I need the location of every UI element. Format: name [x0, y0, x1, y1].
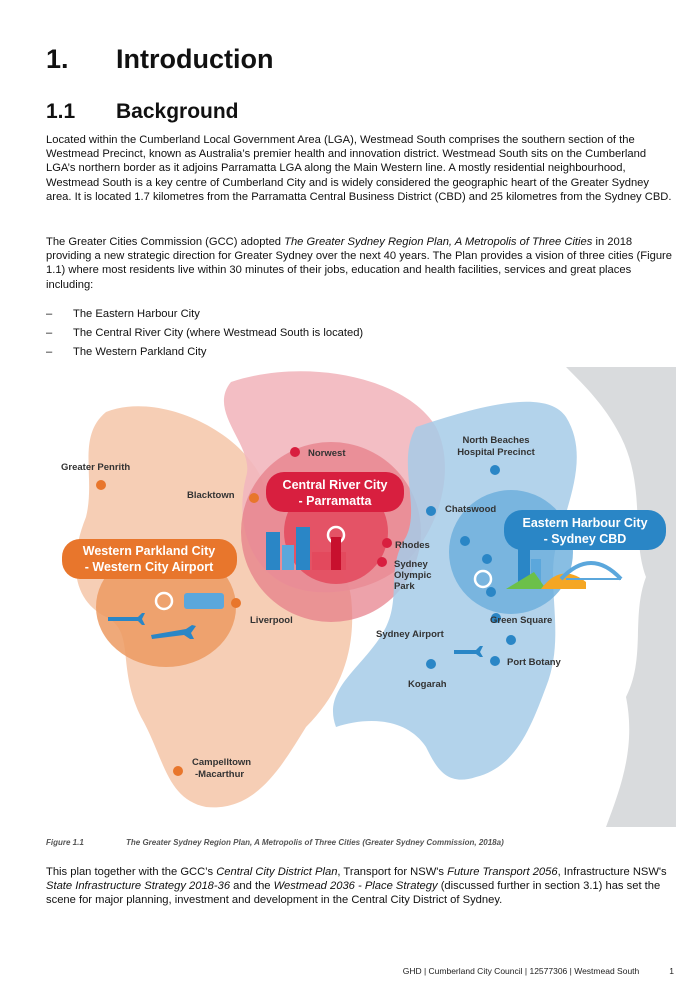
place-label-greater-penrith: Greater Penrith	[61, 462, 131, 473]
western-airport-buildings-icon	[184, 593, 224, 609]
page-number: 1	[669, 966, 674, 976]
section-number: 1.1	[46, 100, 76, 123]
chapter-heading	[46, 44, 273, 75]
place-label-green-square: Green Square	[490, 615, 553, 626]
figure-caption	[46, 838, 504, 847]
place-label-sydney-airport: Sydney Airport	[376, 629, 444, 640]
list-item: – The Eastern Harbour City	[46, 308, 200, 320]
section-title: Background	[116, 100, 239, 123]
place-label-sydney-olympic-park: Sydney	[394, 559, 428, 570]
place-label-liverpool: Liverpool	[250, 615, 293, 626]
background-paragraph-1: Located within the Cumberland Local Government Area (LGA), Westmead South comprises the southern section of the Westmead Precinct, known as Australia’s premier health and innovation district. Westmead South sits on the Cumberland LGA’s northern border as it adjoins Parramatta LGA along the Main Western line. A mostly residential neighbourhood, Westmead South is a key centre of Cumberland City and is widely considered the geographic heart of the Greater Sydney area. It is located 1.7 kilometres from the Parramatta Central Business District (CBD) and 25 kilometres from the Sydney CBD.	[46, 134, 672, 203]
place-label-blacktown: Blacktown	[187, 490, 235, 501]
list-item: – The Western Parkland City	[46, 346, 207, 358]
figure-caption-text: The Greater Sydney Region Plan, A Metropolis of Three Cities (Greater Sydney Commission, 2018a)	[126, 838, 504, 847]
place-label-campbelltown: Campelltown	[192, 757, 252, 768]
svg-text:- Parramatta: - Parramatta	[298, 494, 372, 508]
central-city-label: Central River City	[282, 478, 388, 492]
chapter-number: 1.	[46, 44, 69, 74]
background-paragraph-3: This plan together with the GCC’s Central City District Plan, Transport for NSW's Future Transport 2056, Infrastructure NSW's State Infrastructure Strategy 2018-36 and the Westmead 2036 - Place Strategy (discussed further in section 3.1) has set the scene for major planning, investment and development in the Central City District of Sydney.	[46, 866, 667, 907]
three-cities-map	[46, 367, 676, 827]
place-label-port-botany: Port Botany	[507, 657, 561, 668]
list-item: – The Central River City (where Westmead South is located)	[46, 327, 364, 339]
svg-text:Park: Park	[394, 581, 415, 592]
place-label-kogarah: Kogarah	[408, 679, 447, 690]
svg-text:-Macarthur: -Macarthur	[195, 769, 245, 780]
page-footer	[403, 966, 674, 976]
place-label-rhodes: Rhodes	[395, 540, 430, 551]
svg-text:- Sydney CBD: - Sydney CBD	[543, 532, 627, 546]
eastern-city-label: Eastern Harbour City	[522, 516, 648, 530]
svg-text:- Western City Airport: - Western City Airport	[84, 560, 214, 574]
chapter-title: Introduction	[116, 44, 274, 74]
place-label-north-beaches: North Beaches	[462, 435, 530, 446]
background-paragraph-2: The Greater Cities Commission (GCC) adopted The Greater Sydney Region Plan, A Metropolis of Three Cities in 2018 providing a new strategic direction for Greater Sydney over the next 40 years. The Plan provides a vision of three cities (Figure 1.1) where most residents live within 30 minutes of their jobs, education and health facilities, services and great places including:	[46, 236, 672, 291]
place-label-chatswood: Chatswood	[445, 504, 497, 515]
footer-text: GHD | Cumberland City Council | 12577306 | Westmead South	[402, 966, 640, 976]
svg-text:Olympic: Olympic	[394, 570, 432, 581]
svg-text:Hospital Precinct: Hospital Precinct	[457, 447, 535, 458]
cities-list	[46, 305, 363, 362]
figure-label: Figure 1.1	[46, 838, 84, 847]
place-label-norwest: Norwest	[308, 448, 346, 459]
section-heading	[46, 100, 239, 124]
western-city-label: Western Parkland City	[82, 544, 216, 558]
